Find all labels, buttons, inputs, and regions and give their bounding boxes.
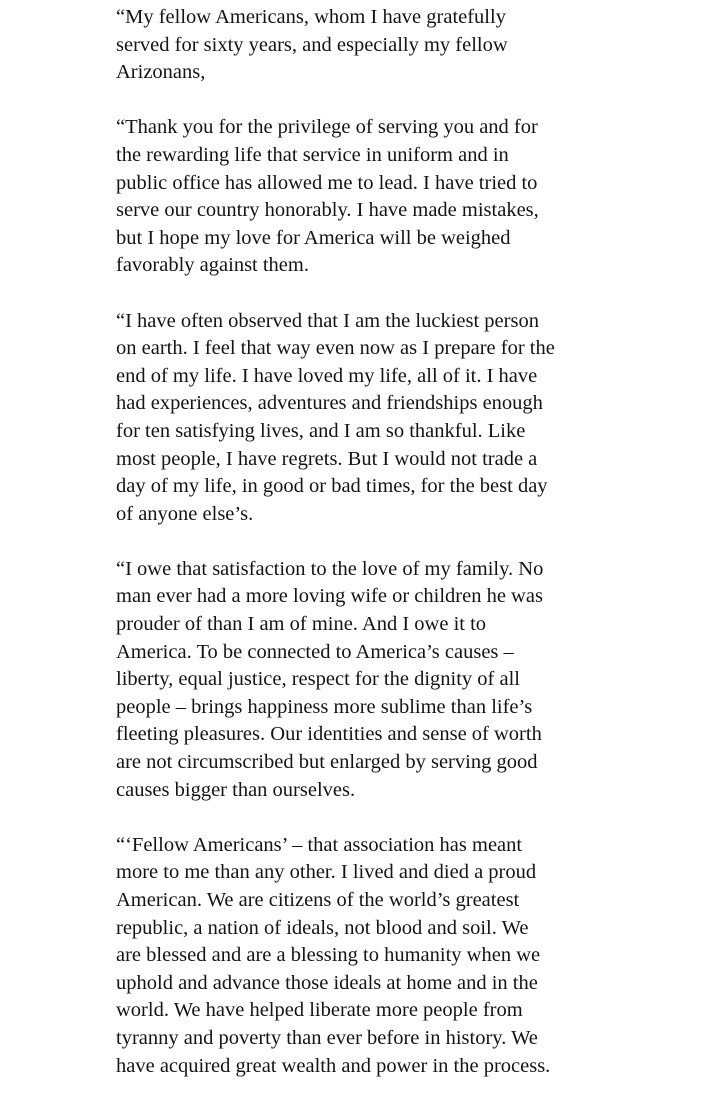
- text-line: tyranny and poverty than ever before in history. We: [116, 1026, 538, 1049]
- text-line: “‘Fellow Americans’ – that association has meant: [116, 833, 523, 856]
- text-line: most people, I have regrets. But I would not trade a: [116, 447, 538, 470]
- text-line: more to me than any other. I lived and died a proud: [116, 861, 537, 884]
- text-line: “Thank you for the privilege of serving you and for: [116, 116, 538, 139]
- text-line: of anyone else’s.: [116, 502, 254, 525]
- text-line: world. We have helped liberate more people from: [116, 999, 523, 1022]
- text-line: public office has allowed me to lead. I have tried to: [116, 171, 538, 194]
- text-line: but I hope my love for America will be weighed: [116, 226, 511, 249]
- text-line: are not circumscribed but enlarged by serving good: [116, 751, 538, 774]
- text-line: day of my life, in good or bad times, for the best day: [116, 475, 548, 498]
- text-line: on earth. I feel that way even now as I prepare for the: [116, 337, 555, 360]
- text-line: have acquired great wealth and power in the process.: [116, 1054, 551, 1077]
- text-line: “I owe that satisfaction to the love of my family. No: [116, 557, 544, 580]
- text-line: America. To be connected to America’s causes –: [116, 640, 514, 663]
- text-line: American. We are citizens of the world’s greatest: [116, 889, 520, 911]
- paragraph-4: [116, 556, 616, 804]
- text-line: Arizonans,: [116, 61, 206, 84]
- paragraph-3: [116, 308, 616, 529]
- text-line: causes bigger than ourselves.: [116, 778, 356, 801]
- text-line: prouder of than I am of mine. And I owe it to: [116, 613, 487, 636]
- text-line: favorably against them.: [116, 254, 309, 277]
- text-line: end of my life. I have loved my life, all of it. I have: [116, 364, 538, 387]
- paragraph-2: [116, 114, 616, 280]
- paragraph-5: [116, 832, 616, 1080]
- text-line: man ever had a more loving wife or children he was: [116, 585, 543, 608]
- text-line: republic, a nation of ideals, not blood and soil. We: [116, 916, 529, 939]
- text-line: for ten satisfying lives, and I am so thankful. Like: [116, 419, 526, 442]
- letter-document: [116, 4, 616, 1108]
- text-line: served for sixty years, and especially my fellow: [116, 33, 508, 56]
- text-line: people – brings happiness more sublime than life’s: [116, 695, 533, 718]
- text-line: had experiences, adventures and friendships enough: [116, 392, 543, 415]
- text-line: liberty, equal justice, respect for the dignity of all: [116, 668, 520, 691]
- text-line: are blessed and are a blessing to humanity when we: [116, 944, 541, 967]
- paragraph-1: [116, 4, 616, 87]
- text-line: “I have often observed that I am the luckiest person: [116, 309, 539, 332]
- text-line: serve our country honorably. I have made mistakes,: [116, 199, 539, 222]
- text-line: fleeting pleasures. Our identities and sense of worth: [116, 723, 542, 746]
- text-line: uphold and advance those ideals at home and in the: [116, 971, 538, 994]
- text-line: the rewarding life that service in uniform and in: [116, 143, 509, 166]
- text-line: “My fellow Americans, whom I have gratefully: [116, 6, 506, 28]
